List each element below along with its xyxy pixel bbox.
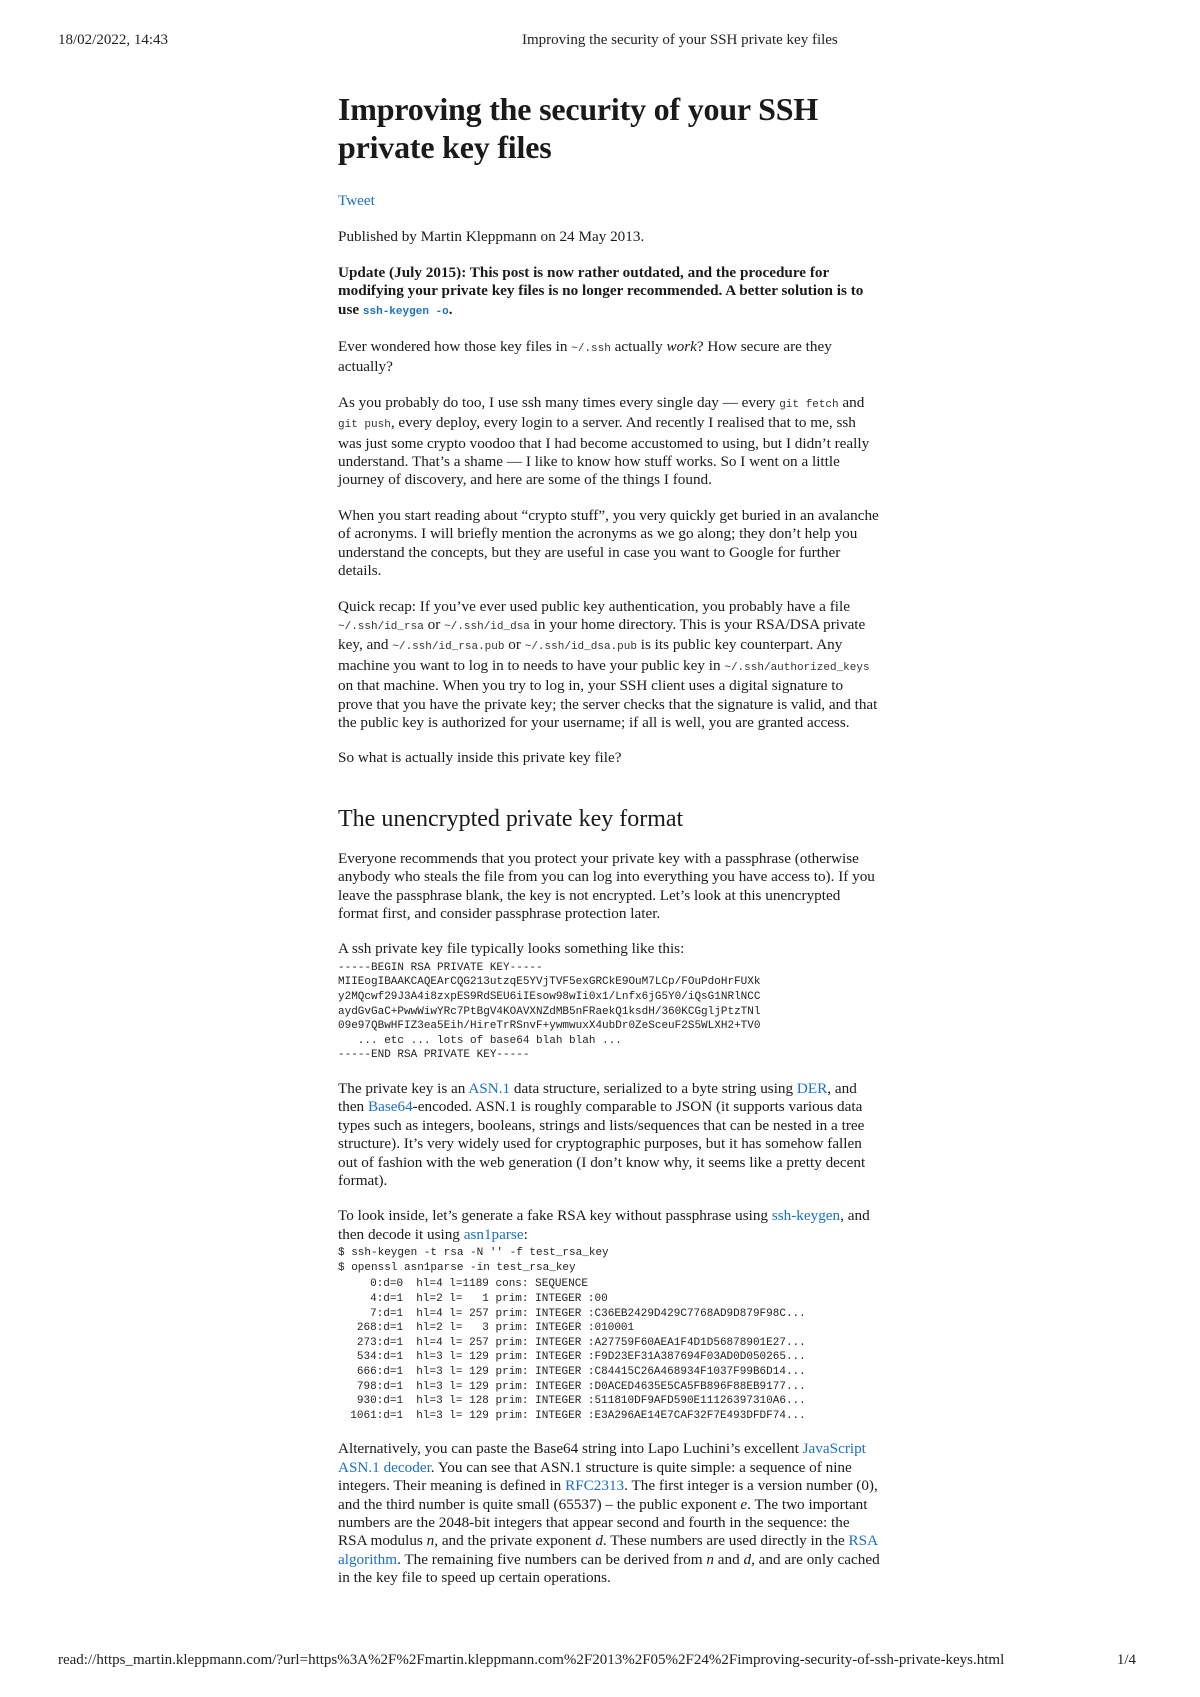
question-paragraph: So what is actually inside this private key file? bbox=[338, 749, 622, 767]
asn1-decoder-link[interactable]: JavaScript ASN.1 decoder bbox=[338, 1440, 866, 1476]
section-heading: The unencrypted private key format bbox=[338, 805, 684, 832]
p1-b: actually bbox=[610, 338, 667, 356]
asn1-value: :A27759F60AEA1F4D1D56878901E27... bbox=[587, 1336, 806, 1349]
p1-c: ? How secure are they actually? bbox=[338, 338, 832, 376]
asn1-header: :d=1 hl=3 l= 129 prim: INTEGER bbox=[376, 1351, 582, 1364]
tweet-link[interactable]: Tweet bbox=[338, 192, 375, 209]
ssh-keygen-link[interactable]: ssh-keygen bbox=[771, 1207, 841, 1225]
p10-h: and bbox=[713, 1550, 744, 1568]
p4-a: Quick recap: If you’ve ever used public key authentication, you probably have a file bbox=[338, 597, 850, 615]
command-code-block: $ ssh-keygen -t rsa -N '' -f test_rsa_key $ openssl asn1parse -in test_rsa_key bbox=[338, 1247, 609, 1274]
ssh-keygen-o-code: ssh-keygen -o bbox=[362, 305, 449, 318]
asn1-row bbox=[338, 1350, 880, 1365]
daily-use-paragraph bbox=[338, 394, 880, 490]
p10-d: . The two important numbers are the 2048-bit integers that appear second and fourth in the sequence: the RSA modulus bbox=[338, 1495, 868, 1550]
p8-a: The private key is an bbox=[338, 1079, 469, 1097]
p4-code4: ~/.ssh/id_dsa.pub bbox=[524, 641, 637, 654]
byline: Published by Martin Kleppmann on 24 May 2013. bbox=[338, 228, 645, 246]
p2-c: , every deploy, every login to a server. And recently I realised that to me, ssh was just some crypto voodoo that I had become accustomed to using, but I didn’t really understand. That’s a shame — I like to know how stuff works. So I went on a little journey of discovery, and here are some of the things I found. bbox=[338, 414, 870, 489]
p10-a: Alternatively, you can paste the Base64 string into Lapo Luchini’s excellent bbox=[338, 1440, 803, 1458]
der-link[interactable]: DER bbox=[796, 1079, 828, 1097]
p1-code: ~/.ssh bbox=[571, 343, 611, 356]
asn1-row bbox=[338, 1277, 880, 1292]
rsa-algorithm-link[interactable]: RSA algorithm bbox=[338, 1532, 878, 1568]
asn1-value: :C36EB2429D429C7768AD9D879F98C... bbox=[587, 1307, 806, 1320]
article bbox=[338, 90, 880, 1605]
asn1-offset: 4 bbox=[370, 1292, 377, 1305]
print-url: read://https_martin.kleppmann.com/?url=https%3A%2F%2Fmartin.kleppmann.com%2F2013%2F05%2F24%2Fimproving-security-of-ssh-private-keys.html bbox=[58, 1652, 1005, 1668]
asn1-header: :d=1 hl=2 l= 3 prim: INTEGER bbox=[376, 1322, 582, 1335]
asn1-header: :d=1 hl=2 l= 1 prim: INTEGER bbox=[376, 1292, 582, 1305]
p10-b: . You can see that ASN.1 structure is quite simple: a sequence of nine integers. Their meaning is defined in bbox=[338, 1458, 852, 1495]
p4-d: or bbox=[504, 636, 525, 654]
asn1-header: :d=1 hl=3 l= 128 prim: INTEGER bbox=[376, 1395, 582, 1408]
p4-e: is its public key counterpart. Any machine you want to log in to needs to have your public key in bbox=[338, 636, 843, 674]
asn1-row bbox=[338, 1307, 880, 1322]
intro-paragraph bbox=[338, 338, 880, 377]
asn1-value: :E3A296AE14E7CAF32F7E493DFDF74... bbox=[587, 1409, 806, 1422]
asn1-header: :d=1 hl=3 l= 129 prim: INTEGER bbox=[376, 1365, 582, 1378]
asn1-row bbox=[338, 1321, 880, 1336]
p8-b: data structure, serialized to a byte string using bbox=[510, 1079, 797, 1097]
p8-d: -encoded. ASN.1 is roughly comparable to JSON (it supports various data types such as integers, booleans, strings and lists/sequences that can be nested in a tree structure). It’s very widely used for cryptographic purposes, but it has somehow fallen out of fashion with the web generation (I don’t know why, it seems like a pretty decent format). bbox=[338, 1098, 866, 1189]
exponent-d: d bbox=[595, 1532, 603, 1550]
p9-a: To look inside, let’s generate a fake RSA key without passphrase using bbox=[338, 1207, 772, 1225]
p10-c: . The first integer is a version number (0), and the third number is quite small (65537) – the public exponent bbox=[338, 1477, 878, 1513]
p10-f: . These numbers are used directly in the bbox=[602, 1532, 849, 1550]
asn1-row bbox=[338, 1409, 880, 1424]
asn1-offset: 930 bbox=[356, 1395, 377, 1408]
asn1-offset: 534 bbox=[356, 1351, 377, 1364]
p2-code1: git fetch bbox=[779, 398, 839, 411]
exponent-e: e bbox=[740, 1495, 748, 1513]
p1-em: work bbox=[666, 338, 697, 356]
asn1-offset: 7 bbox=[370, 1307, 377, 1320]
p2-code2: git push bbox=[338, 419, 391, 432]
p4-code5: ~/.ssh/authorized_keys bbox=[724, 661, 870, 674]
recap-paragraph bbox=[338, 598, 880, 733]
p4-f: on that machine. When you try to log in, your SSH client uses a digital signature to prove that you have the private key; the server checks that the signature is valid, and that the public key is authorized for your username; if all is well, you are granted access. bbox=[338, 677, 878, 731]
asn1-header: :d=1 hl=4 l= 257 prim: INTEGER bbox=[376, 1336, 582, 1349]
update-text: Update (July 2015): This post is now rather outdated, and the procedure for modifying your private key files is no longer recommended. A better solution is to use bbox=[338, 263, 864, 318]
rfc2313-link[interactable]: RFC2313 bbox=[565, 1477, 625, 1495]
asn1-header: :d=1 hl=3 l= 129 prim: INTEGER bbox=[376, 1409, 582, 1422]
ssh-keygen-o-link[interactable] bbox=[363, 301, 449, 318]
asn1-offset: 666 bbox=[356, 1365, 377, 1378]
base64-link[interactable]: Base64 bbox=[367, 1098, 413, 1116]
asn1-value: :00 bbox=[587, 1292, 608, 1305]
tweet-paragraph bbox=[338, 192, 880, 210]
asn1-paragraph bbox=[338, 1080, 880, 1190]
update-notice bbox=[338, 264, 880, 321]
decoder-paragraph bbox=[338, 1440, 880, 1587]
p4-code3: ~/.ssh/id_rsa.pub bbox=[392, 641, 505, 654]
p4-code2: ~/.ssh/id_dsa bbox=[444, 620, 530, 633]
key-intro-paragraph: A ssh private key file typically looks something like this: bbox=[338, 940, 685, 958]
asn1-row bbox=[338, 1336, 880, 1351]
passphrase-paragraph: Everyone recommends that you protect your private key with a passphrase (otherwise anybody who steals the file from you can log into everything you have access to). If you leave the passphrase blank, the key is not encrypted. Let’s look at this unencrypted format first, and consider passphrase protection later. bbox=[338, 849, 875, 922]
asn1-row bbox=[338, 1365, 880, 1380]
asn1-header: :d=0 hl=4 l=1189 cons: SEQUENCE bbox=[376, 1278, 588, 1291]
asn1-offset: 268 bbox=[356, 1322, 377, 1335]
derive-d: d bbox=[743, 1550, 752, 1568]
p1-a: Ever wondered how those key files in bbox=[338, 338, 572, 356]
asn1-value: :C84415C26A468934F1037F99B6D14... bbox=[587, 1365, 806, 1378]
asn1-value: :010001 bbox=[587, 1322, 635, 1335]
asn1parse-output bbox=[338, 1277, 880, 1423]
asn1-link[interactable]: ASN.1 bbox=[468, 1079, 511, 1097]
update-end: . bbox=[448, 300, 453, 318]
p4-c: in your home directory. This is your RSA/DSA private key, and bbox=[338, 615, 866, 654]
asn1-header: :d=1 hl=3 l= 129 prim: INTEGER bbox=[376, 1380, 582, 1393]
print-datetime: 18/02/2022, 14:43 bbox=[58, 32, 169, 48]
asn1-row bbox=[338, 1380, 880, 1395]
asn1-row bbox=[338, 1394, 880, 1409]
p4-code1: ~/.ssh/id_rsa bbox=[338, 620, 424, 633]
p10-i: , and are only cached in the key file to speed up certain operations. bbox=[338, 1550, 880, 1587]
article-title: Improving the security of your SSH private key files bbox=[338, 91, 819, 165]
private-key-code-block: -----BEGIN RSA PRIVATE KEY----- MIIEogIBAAKCAQEArCQG213utzqE5YVjTVF5exGRCkE9OuM7LCp/FOuPdoHrFUXk y2MQcwf29J3A4i8zxpES9RdSEU6iIEsow98wIi0x1/Lnfx6jG5Y0/iQsG1NRlNCC aydGvGaC+PwwWiwYRc7PtBgV4KOAVXNZdMB5nFRaekQ1ksdH/360KCGgljPtzTNl 09e97QBwHFIZ3ea5Eih/HireTrRSnvF+ywmwuxX4ubDr0ZeSceuF2S5WLXH2+TV0 ... etc ... lots of base64 blah blah ... -----END RSA PRIVATE KEY----- bbox=[338, 961, 761, 1062]
print-page-title: Improving the security of your SSH private key files bbox=[522, 32, 838, 48]
p10-g: . The remaining five numbers can be derived from bbox=[397, 1550, 707, 1568]
asn1-value: :511810DF9AFD590E11126397310A6... bbox=[587, 1395, 806, 1408]
p9-b: , and then decode it using bbox=[338, 1207, 870, 1243]
modulus-n: n bbox=[426, 1532, 435, 1550]
asn1-value: :F9D23EF31A387694F03AD0D050265... bbox=[587, 1351, 806, 1364]
asn1-value: :D0ACED4635E5CA5FB896F88EB9177... bbox=[587, 1380, 806, 1393]
asn1-header: :d=1 hl=4 l= 257 prim: INTEGER bbox=[376, 1307, 582, 1320]
p10-e: , and the private exponent bbox=[434, 1532, 596, 1550]
p2-a: As you probably do too, I use ssh many times every single day — every bbox=[338, 393, 780, 411]
p8-c: , and then bbox=[338, 1079, 857, 1116]
page-number: 1/4 bbox=[1116, 1652, 1136, 1668]
derive-n: n bbox=[706, 1550, 714, 1568]
asn1-offset: 1061 bbox=[350, 1409, 377, 1422]
decode-intro-paragraph bbox=[338, 1207, 880, 1244]
asn1-offset: 273 bbox=[356, 1336, 377, 1349]
p2-b: and bbox=[838, 393, 865, 411]
asn1parse-link[interactable]: asn1parse bbox=[463, 1225, 524, 1243]
p9-c: : bbox=[523, 1225, 528, 1243]
p4-b: or bbox=[423, 615, 445, 633]
asn1-offset: 0 bbox=[370, 1278, 377, 1291]
asn1-offset: 798 bbox=[356, 1380, 377, 1393]
acronyms-paragraph: When you start reading about “crypto stuff”, you very quickly get buried in an avalanche of acronyms. I will briefly mention the acronyms as we go along; they don’t help you understand the concepts, but they are useful in case you want to Google for further details. bbox=[338, 506, 879, 580]
asn1-row bbox=[338, 1292, 880, 1307]
asn1-value bbox=[588, 1277, 880, 1292]
